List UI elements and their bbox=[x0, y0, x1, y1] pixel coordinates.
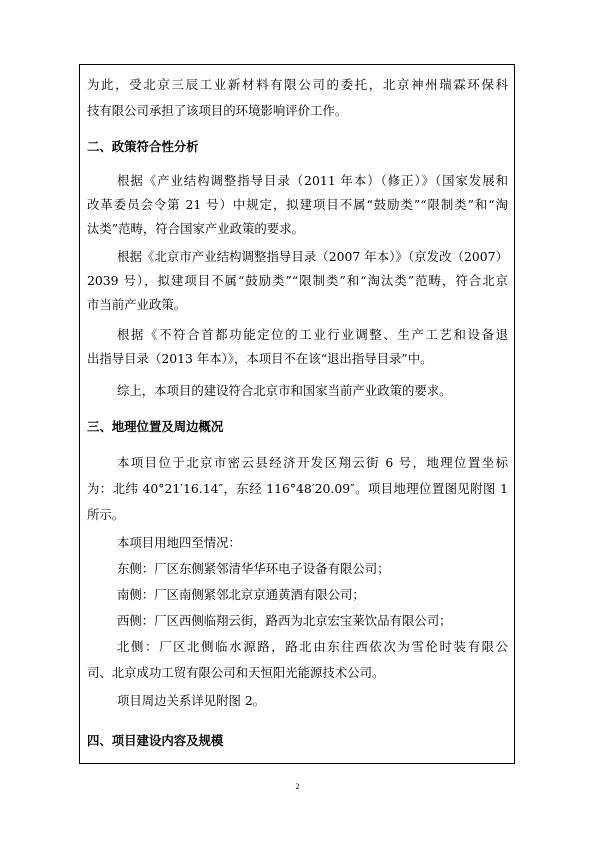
text-line: 本项目用地四至情况： bbox=[117, 535, 241, 550]
text-line: 综上，本项目的建设符合北京市和国家当前产业政策的要求。 bbox=[117, 383, 452, 398]
text-line: 南侧：厂区南侧紧邻北京京通黄酒有限公司； bbox=[117, 587, 365, 602]
text-line: 汰类”范畴，符合国家产业政策的要求。 bbox=[87, 221, 304, 236]
content-frame bbox=[79, 64, 515, 764]
text-line: 东侧：厂区东侧紧邻清华华环电子设备有限公司； bbox=[117, 561, 390, 576]
text-line: 项目周边关系详见附图 2。 bbox=[117, 693, 266, 708]
text-line: 司、北京成功工贸有限公司和天恒阳光能源技术公司。 bbox=[87, 665, 385, 680]
text-line: 改革委员会令第 21 号）中规定，拟建项目不属“鼓励类”“限制类”和“淘 bbox=[87, 197, 508, 212]
text-line: 根据《不符合首都功能定位的工业行业调整、生产工艺和设备退 bbox=[117, 327, 508, 342]
text-line: 为此，受北京三辰工业新材料有限公司的委托，北京神州瑞霖环保科 bbox=[87, 77, 508, 92]
text-line: 市当前产业政策。 bbox=[87, 297, 187, 312]
section-heading: 三、地理位置及周边概况 bbox=[87, 419, 224, 434]
text-line: 根据《北京市产业结构调整指导目录（2007 年本）》（京发改（2007） bbox=[117, 249, 508, 264]
text-line: 技有限公司承担了该项目的环境影响评价工作。 bbox=[87, 103, 348, 118]
text-line: 北侧：厂区北侧临水源路，路北由东往西依次为雪伦时装有限公 bbox=[117, 639, 508, 654]
page-number: 2 bbox=[295, 782, 300, 791]
text-line: 2039 号），拟建项目不属“鼓励类”“限制类”和“淘汰类”范畴，符合北京 bbox=[87, 273, 508, 288]
section-heading: 二、政策符合性分析 bbox=[87, 139, 199, 154]
text-line: 出指导目录（2013 年本）》，本项目不在该“退出指导目录”中。 bbox=[87, 351, 433, 366]
text-line: 根据《产业结构调整指导目录（2011 年本）（修正）》（国家发展和 bbox=[117, 173, 508, 188]
text-line: 西侧：厂区西侧临翔云街，路西为北京宏宝莱饮品有限公司； bbox=[117, 613, 452, 628]
text-line: 为：北纬 40°21′16.14″，东经 116°48′20.09″。项目地理位置图见附图 1 bbox=[87, 481, 508, 496]
section-heading: 四、项目建设内容及规模 bbox=[87, 733, 224, 748]
text-line: 所示。 bbox=[87, 507, 125, 522]
text-line: 本项目位于北京市密云县经济开发区翔云街 6 号，地理位置坐标 bbox=[117, 455, 508, 470]
